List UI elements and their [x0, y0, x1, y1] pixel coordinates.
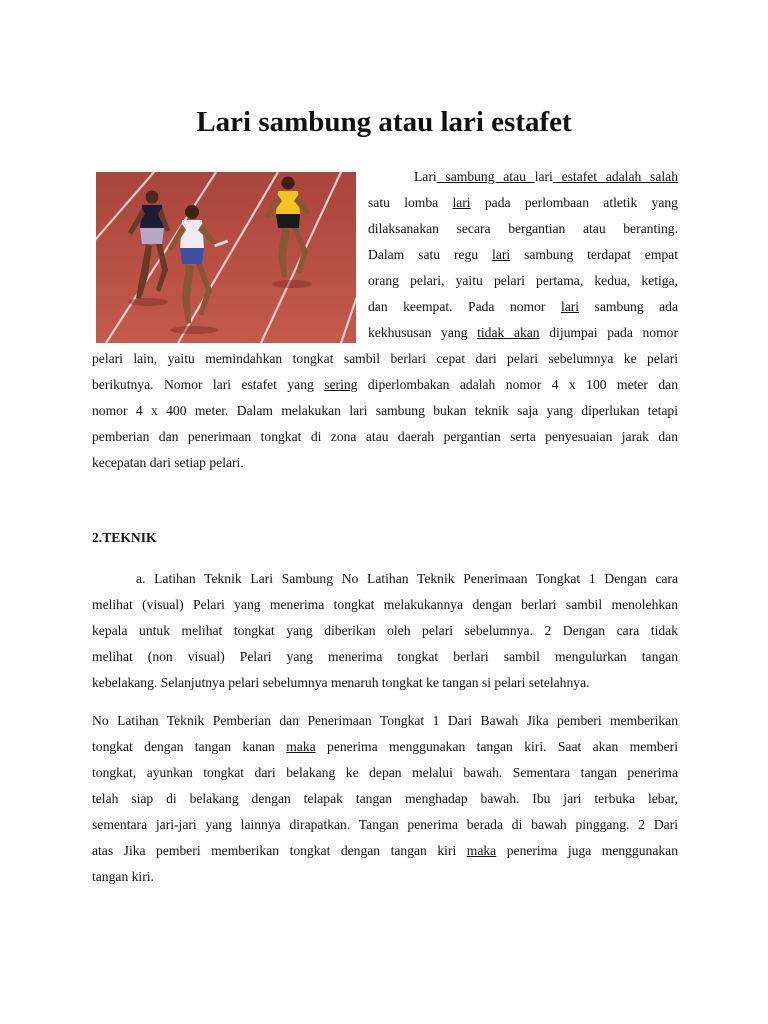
text-line: [92, 790, 678, 808]
text-segment: diperlombakan adalah nomor 4 x 100 meter dan: [357, 377, 678, 392]
text-line: [92, 764, 678, 782]
text-line: [92, 402, 678, 420]
text-line: [92, 622, 678, 640]
text-segment: kekhususan yang: [368, 325, 478, 340]
underlined-term: tidak akan: [477, 325, 540, 340]
text-line: [92, 842, 678, 860]
text-line: [368, 246, 678, 264]
text-segment: dan keempat. Pada nomor: [368, 299, 561, 314]
underlined-term: lari: [452, 195, 471, 210]
text-segment: telah siap di belakang dengan telapak tangan menghadap bawah. Ibu jari terbuka lebar,: [92, 791, 678, 806]
text-segment: tongkat, ayunkan tongkat dari belakang ke depan melalui bawah. Sementara tangan penerima: [92, 765, 678, 780]
text-segment: Dalam satu regu: [368, 247, 493, 262]
text-line: [414, 168, 678, 186]
text-segment: pada perlombaan atletik yang: [470, 195, 678, 210]
text-segment: lari: [534, 169, 553, 184]
text-line: [92, 428, 678, 446]
text-segment: sementara jari-jari yang lainnya dirapatkan. Tangan penerima berada di bawah pinggang. 2 Dari: [92, 817, 678, 832]
text-segment: orang pelari, yaitu pelari pertama, kedua, ketiga,: [368, 273, 678, 288]
text-segment: sambung ada: [579, 299, 678, 314]
text-segment: No Latihan Teknik Pemberian dan Penerimaan Tongkat 1 Dari Bawah Jika pemberi memberikan: [92, 713, 678, 728]
text-segment: kepala untuk melihat tongkat yang diberikan oleh pelari sebelumnya. 2 Dengan cara tidak: [92, 623, 678, 638]
text-segment: dilaksanakan secara bergantian atau beranting.: [368, 221, 678, 236]
text-segment: satu lomba: [368, 195, 453, 210]
page-title: Lari sambung atau lari estafet: [196, 106, 572, 138]
text-line: [92, 596, 678, 614]
underlined-term: maka: [466, 843, 497, 858]
underlined-term: sering: [324, 377, 358, 392]
text-segment: nomor 4 x 400 meter. Dalam melakukan lari sambung bukan teknik saja yang diperlukan tetapi: [92, 403, 678, 418]
text-segment: tongkat dengan tangan kanan: [92, 739, 287, 754]
text-line: [368, 272, 678, 290]
underlined-term: sambung atau: [436, 169, 535, 184]
text-segment: penerima menggunakan tangan kiri. Saat akan memberi: [315, 739, 678, 754]
text-segment: kebelakang. Selanjutnya pelari sebelumnya menaruh tongkat ke tangan si pelari setelahnya.: [92, 675, 590, 690]
text-line: [136, 570, 678, 588]
text-line: [368, 298, 678, 316]
section-heading: 2.TEKNIK: [92, 530, 157, 545]
underlined-term: lari: [492, 247, 511, 262]
text-segment: melihat (non visual) Pelari yang menerima tongkat berlari sambil mengulurkan tangan: [92, 649, 678, 664]
underlined-term: lari: [560, 299, 580, 314]
text-segment: a. Latihan Teknik Lari Sambung No Latihan Teknik Penerimaan Tongkat 1 Dengan cara: [136, 571, 678, 586]
text-line: [368, 194, 678, 212]
text-segment: penerima juga menggunakan: [496, 843, 678, 858]
text-line: [92, 648, 678, 666]
text-line: [92, 454, 244, 472]
text-segment: kecepatan dari setiap pelari.: [92, 455, 244, 470]
text-segment: pelari lain, yaitu memindahkan tongkat sambil berlari cepat dari pelari sebelumnya ke pelari: [92, 351, 678, 366]
text-segment: berikutnya. Nomor lari estafet yang: [92, 377, 325, 392]
text-line: [92, 712, 678, 730]
text-line: [92, 350, 678, 368]
text-line: [92, 816, 678, 834]
text-line: [368, 220, 678, 238]
text-line: [92, 738, 678, 756]
relay-race-photo: [96, 172, 356, 343]
text-segment: atas Jika pemberi memberikan tongkat dengan tangan kiri: [92, 843, 467, 858]
underlined-term: maka: [286, 739, 316, 754]
text-segment: sambung terdapat empat: [510, 247, 678, 262]
underlined-term: estafet adalah salah: [552, 169, 678, 184]
text-segment: Lari: [414, 169, 437, 184]
text-segment: tangan kiri.: [92, 869, 154, 884]
text-segment: melihat (visual) Pelari yang menerima tongkat melakukannya dengan berlari sambil menolehkan: [92, 597, 678, 612]
text-line: [92, 674, 590, 692]
text-line: [92, 868, 154, 886]
text-segment: pemberian dan penerimaan tongkat di zona atau daerah pergantian serta penyesuaian jarak dan: [92, 429, 678, 444]
text-segment: dijumpai pada nomor: [539, 325, 678, 340]
text-line: [368, 324, 678, 342]
text-line: [92, 376, 678, 394]
